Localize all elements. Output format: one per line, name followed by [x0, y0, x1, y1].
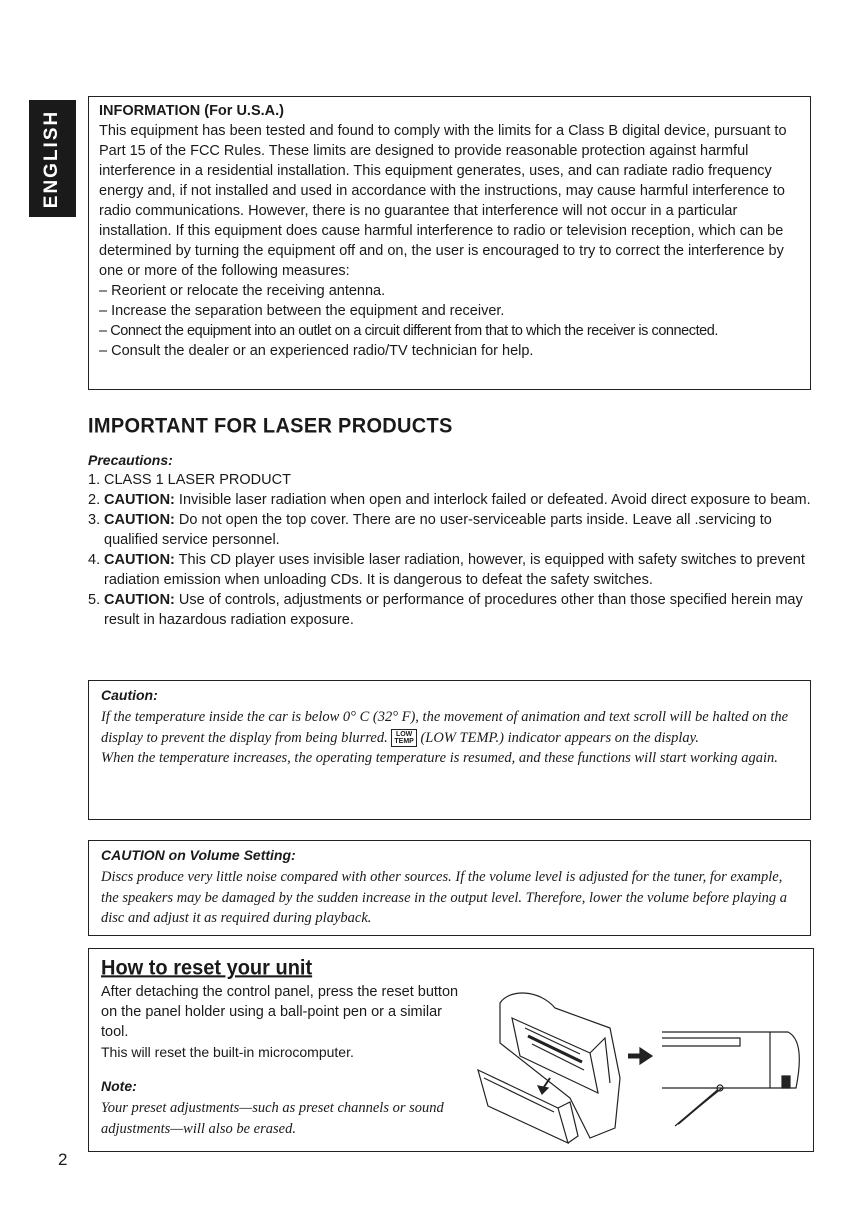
- volume-caution-text: Discs produce very little noise compared with other sources. If the volume level is adjusted for the tuner, for example, the speakers may be damaged by the sudden increase in the output level. Therefore, lower the volume before playing a disc and adjust it as required during playback.: [101, 869, 788, 926]
- fcc-measures-list: [99, 281, 800, 361]
- precaution-item: [88, 550, 818, 590]
- precaution-item: [88, 490, 818, 510]
- page-number: 2: [58, 1150, 68, 1169]
- volume-caution-box: [88, 840, 811, 936]
- precaution-caution-label: CAUTION:: [104, 512, 175, 528]
- precaution-number: 2.: [88, 492, 101, 508]
- low-temp-icon: [391, 729, 416, 747]
- precaution-text: Do not open the top cover. There are no user-serviceable parts inside. Leave all .servicing to qualified service personnel.: [104, 512, 772, 548]
- precaution-number: 3.: [88, 512, 101, 528]
- precaution-number: 5.: [88, 592, 101, 608]
- precaution-text: Invisible laser radiation when open and interlock failed or defeated. Avoid direct exposure to beam.: [174, 492, 811, 508]
- fcc-information-box: [88, 96, 811, 390]
- fcc-measure: – Increase the separation between the equipment and receiver.: [99, 303, 505, 319]
- fcc-measure: – Connect the equipment into an outlet on a circuit different from that to which the receiver is connected.: [99, 323, 718, 339]
- precaution-caution-label: CAUTION:: [104, 492, 175, 508]
- reset-pen-drawing: [662, 1032, 799, 1126]
- precaution-text: Use of controls, adjustments or performance of procedures other than those specified herein may result in hazardous radiation exposure.: [104, 592, 803, 628]
- precaution-text: CLASS 1 LASER PRODUCT: [104, 472, 291, 488]
- reset-illustration: [470, 978, 810, 1148]
- language-tab: [29, 100, 76, 217]
- precautions-label: Precautions:: [88, 452, 173, 468]
- precaution-number: 1.: [88, 472, 101, 488]
- precautions-list: [88, 470, 818, 630]
- fcc-measure: – Reorient or relocate the receiving antenna.: [99, 283, 386, 299]
- reset-instructions: [101, 982, 461, 1062]
- note-label: Note:: [101, 1078, 137, 1094]
- precaution-item: [88, 470, 818, 490]
- detached-panel-drawing: [478, 1070, 578, 1143]
- precaution-caution-label: CAUTION:: [104, 592, 175, 608]
- insert-arrow-icon: [538, 1078, 550, 1094]
- reset-title: How to reset your unit: [101, 956, 313, 980]
- caution-text-c: When the temperature increases, the operating temperature is resumed, and these functions will start working again.: [101, 750, 778, 766]
- language-tab-label: ENGLISH: [41, 109, 63, 208]
- reset-text-2: This will reset the built-in microcomputer.: [101, 1044, 354, 1060]
- caution-label: Caution:: [101, 687, 158, 703]
- low-temp-icon-line1: LOW: [395, 731, 413, 739]
- note-text: Your preset adjustments—such as preset channels or sound adjustments—will also be erased.: [101, 1100, 444, 1137]
- caution-text-a: If the temperature inside the car is below 0° C (32° F), the movement of animation and text scroll will be halted on the display to prevent the display from being blurred.: [101, 709, 789, 746]
- fcc-paragraph: This equipment has been tested and found to comply with the limits for a Class B digital device, pursuant to Part 15 of the FCC Rules. These limits are designed to provide reasonable protection against harmful interference in a residential installation. This equipment generates, uses, and can radiate radio frequency energy and, if not installed and used in accordance with the instructions, may cause harmful interference to radio communications. However, there is no guarantee that interference will not occur in a particular installation. If this equipment does cause harmful interference to radio or television reception, which can be determined by turning the equipment off and on, the user is encouraged to try to correct the interference by one or more of the following measures:: [99, 123, 787, 279]
- volume-caution-label: CAUTION on Volume Setting:: [101, 847, 296, 863]
- temperature-caution-box: [88, 680, 811, 820]
- caution-text-b: (LOW TEMP.) indicator appears on the display.: [416, 729, 699, 746]
- laser-heading: IMPORTANT FOR LASER PRODUCTS: [88, 414, 453, 438]
- precaution-item: [88, 590, 818, 630]
- precaution-item: [88, 510, 818, 550]
- low-temp-icon-line2: TEMP: [394, 738, 414, 746]
- caution-text: [101, 707, 800, 748]
- reset-text: After detaching the control panel, press the reset button on the panel holder using a ball-point pen or a similar tool.: [101, 984, 459, 1040]
- fcc-measure: – Consult the dealer or an experienced radio/TV technician for help.: [99, 343, 534, 359]
- right-arrow-icon: [628, 1048, 652, 1064]
- precaution-number: 4.: [88, 552, 101, 568]
- fcc-title: INFORMATION (For U.S.A.): [99, 103, 284, 119]
- precaution-text: This CD player uses invisible laser radiation, however, is equipped with safety switches to prevent radiation emission when unloading CDs. It is dangerous to defeat the safety switches.: [104, 552, 805, 588]
- precaution-caution-label: CAUTION:: [104, 552, 175, 568]
